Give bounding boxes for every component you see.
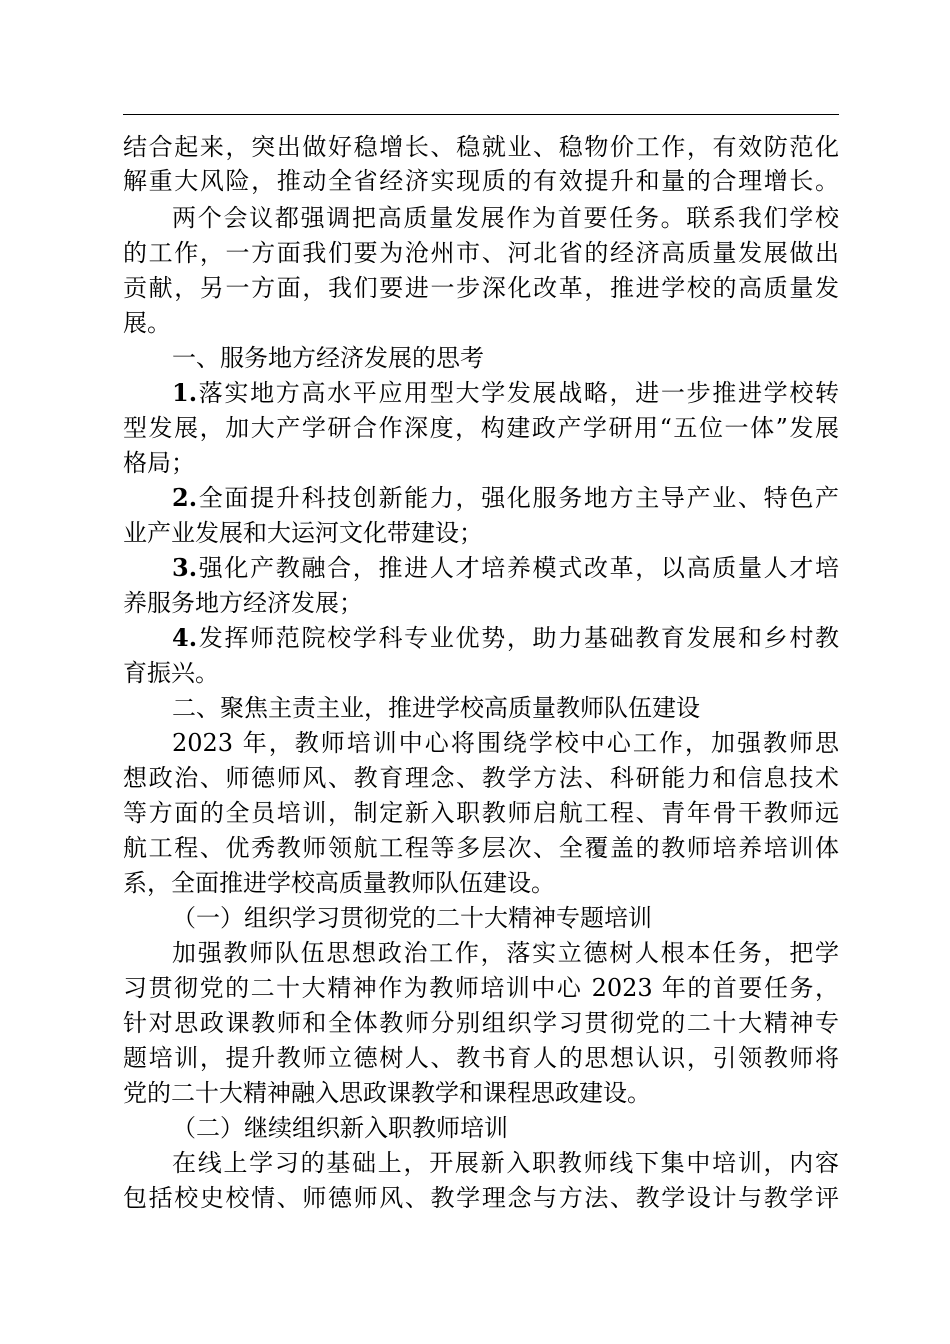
- body-line: 育振兴。: [123, 659, 219, 687]
- list-item-2: 2.全面提升科技创新能力，强化服务地方主导产业、特色产: [172, 483, 839, 512]
- subsection-heading-2: （二）继续组织新入职教师培训: [172, 1114, 508, 1142]
- body-line: 养服务地方经济发展；: [123, 589, 363, 617]
- body-line: 包括校史校情、师德师风、教学理念与方法、教学设计与教学评: [123, 1184, 839, 1212]
- body-line: 党的二十大精神融入思政课教学和课程思政建设。: [123, 1079, 651, 1107]
- body-line: 格局；: [123, 449, 195, 477]
- body-line: 想政治、师德师风、教育理念、教学方法、科研能力和信息技术: [123, 764, 839, 792]
- paragraph-first-line: 2023 年，教师培训中心将围绕学校中心工作，加强教师思: [172, 729, 839, 757]
- paragraph-first-line: 在线上学习的基础上，开展新入职教师线下集中培训，内容: [172, 1149, 839, 1177]
- body-line: 习贯彻党的二十大精神作为教师培训中心 2023 年的首要任务，: [123, 974, 839, 1002]
- body-line: 题培训，提升教师立德树人、教书育人的思想认识，引领教师将: [123, 1044, 839, 1072]
- list-item-4: 4.发挥师范院校学科专业优势，助力基础教育发展和乡村教: [172, 623, 839, 652]
- body-line: 型发展，加大产学研合作深度，构建政产学研用“五位一体”发展: [123, 414, 839, 442]
- body-line: 的工作，一方面我们要为沧州市、河北省的经济高质量发展做出: [123, 239, 839, 267]
- body-line: 针对思政课教师和全体教师分别组织学习贯彻党的二十大精神专: [123, 1009, 839, 1037]
- body-line: 结合起来，突出做好稳增长、稳就业、稳物价工作，有效防范化: [123, 133, 839, 161]
- body-line: 航工程、优秀教师领航工程等多层次、全覆盖的教师培养培训体: [123, 834, 839, 862]
- body-line: 系，全面推进学校高质量教师队伍建设。: [123, 869, 555, 897]
- paragraph-first-line: 加强教师队伍思想政治工作，落实立德树人根本任务，把学: [172, 939, 839, 967]
- section-heading-2: 二、聚焦主责主业，推进学校高质量教师队伍建设: [172, 694, 700, 722]
- paragraph-first-line: 两个会议都强调把高质量发展作为首要任务。联系我们学校: [172, 204, 839, 232]
- list-item-3: 3.强化产教融合，推进人才培养模式改革，以高质量人才培: [172, 553, 839, 582]
- header-rule: [123, 114, 839, 115]
- subsection-heading-1: （一）组织学习贯彻党的二十大精神专题培训: [172, 904, 652, 932]
- body-line: 贡献，另一方面，我们要进一步深化改革，推进学校的高质量发: [123, 274, 839, 302]
- body-line: 解重大风险，推动全省经济实现质的有效提升和量的合理增长。: [123, 167, 839, 195]
- body-line: 等方面的全员培训，制定新入职教师启航工程、青年骨干教师远: [123, 799, 839, 827]
- section-heading-1: 一、服务地方经济发展的思考: [172, 344, 484, 372]
- body-line: 展。: [123, 309, 171, 337]
- body-line: 业产业发展和大运河文化带建设；: [123, 519, 483, 547]
- list-item-1: 1.落实地方高水平应用型大学发展战略，进一步推进学校转: [172, 378, 839, 407]
